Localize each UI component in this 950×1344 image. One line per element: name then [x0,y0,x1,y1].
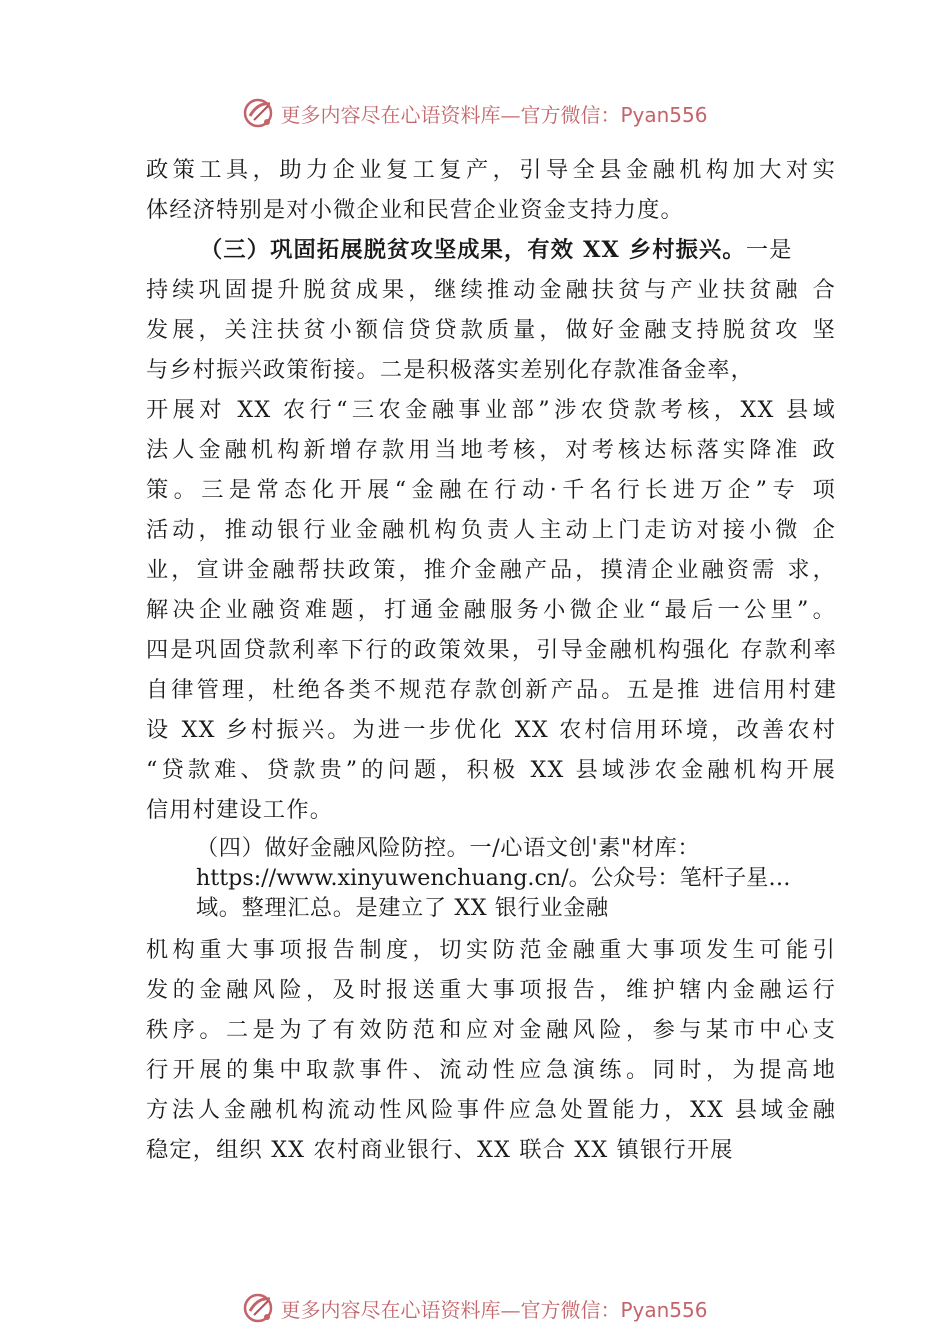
text-line: 信用村建设工作。 [146,797,334,823]
text-line: 自律管理，杜绝各类不规范存款创新产品。五是推 进信用村建 [146,677,836,703]
text-line: 方法人金融机构流动性风险事件应急处置能力，XX 县域金融 [146,1097,836,1123]
text-line: 持续巩固提升脱贫成果，继续推动金融扶贫与产业扶贫融 合 [146,277,836,303]
text-line: 四是巩固贷款利率下行的政策效果，引导金融机构强化 存款利率 [146,637,836,663]
url-line: https://www.xinyuwenchuang.cn/。公众号：笔杆子星… [196,865,791,891]
text-line: 域。整理汇总。是建立了 XX 银行业金融 [196,895,609,921]
banner-left-text: 更多内容尽在心语资料库— [280,102,521,127]
text-line: 体经济特别是对小微企业和民营企业资金支持力度。 [146,197,684,223]
text-line: 活动，推动银行业金融机构负责人主动上门走访对接小微 企 [146,517,836,543]
banner-right-text: 官方微信：Pyan556 [520,102,708,127]
logo-icon [242,1291,276,1325]
text-line: 发的金融风险，及时报送重大事项报告，维护辖内金融运行 [146,977,836,1003]
paragraph-heading-line [200,230,890,270]
header-banner [0,93,950,133]
text-line: 稳定，组织 XX 农村商业银行、XX 联合 XX 镇银行开展 [146,1137,734,1163]
text-line: 解决企业融资难题，打通金融服务小微企业“最后一公里”。 [146,597,836,623]
text-line: 与乡村振兴政策衔接。二是积极落实差别化存款准备金率， [146,357,755,383]
text-line: 行开展的集中取款事件、流动性应急演练。同时，为提高地 [146,1057,836,1083]
footer-banner [0,1288,950,1328]
paragraph-heading: （三）巩固拓展脱贫攻坚成果，有效 XX 乡村振兴。 [200,237,746,263]
text-line: 设 XX 乡村振兴。为进一步优化 XX 农村信用环境，改善农村 [146,717,836,743]
logo-icon [242,96,276,130]
text-line: 机构重大事项报告制度，切实防范金融重大事项发生可能引 [146,937,836,963]
text-line: 业，宣讲金融帮扶政策，推介金融产品，摸清企业融资需 求， [146,557,836,583]
text-line: 策。三是常态化开展“金融在行动·千名行长进万企”专 项 [146,477,836,503]
paragraph-lead: 一是 [745,237,793,263]
text-line: 政策工具，助力企业复工复产，引导全县金融机构加大对实 [146,157,836,183]
text-line: “贷款难、贷款贵”的问题，积极 XX 县域涉农金融机构开展 [146,757,836,783]
banner-left-text: 更多内容尽在心语资料库— [280,1297,521,1322]
text-line: 秩序。二是为了有效防范和应对金融风险，参与某市中心支 [146,1017,836,1043]
text-line: 法人金融机构新增存款用当地考核，对考核达标落实降准 政 [146,437,836,463]
banner-right-text: 官方微信：Pyan556 [520,1297,708,1322]
text-line: 开展对 XX 农行“三农金融事业部”涉农贷款考核，XX 县域 [146,397,836,423]
text-line: （四）做好金融风险防控。一/心语文创'素"材库： [196,835,701,861]
text-line: 发展，关注扶贫小额信贷贷款质量，做好金融支持脱贫攻 坚 [146,317,836,343]
